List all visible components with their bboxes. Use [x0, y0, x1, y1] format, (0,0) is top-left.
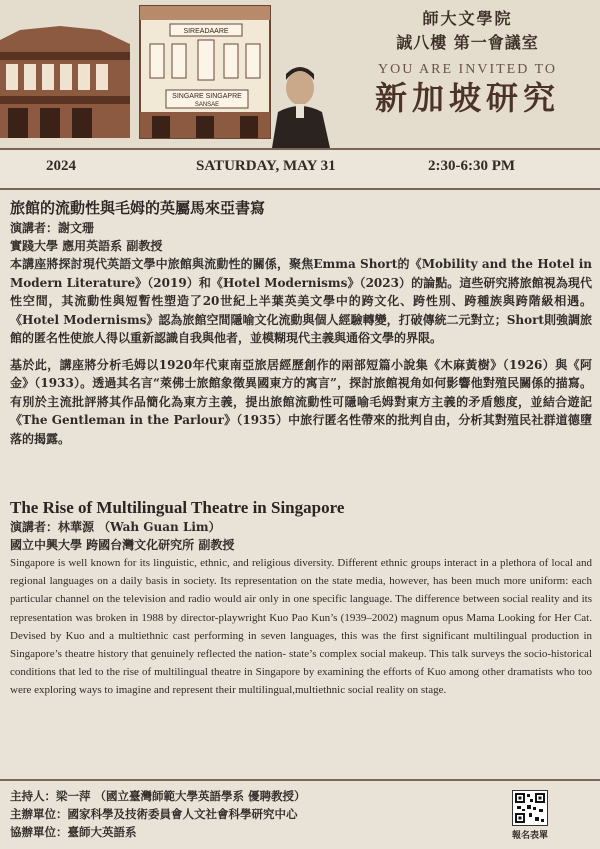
coorganizer-line: 協辦單位：臺師大英語系	[10, 825, 137, 839]
talk-2-abstract: Singapore is well known for its linguistic, ethnic, and religious diversity. Different ethnic groups interact in a plethora of local and regional languages on a daily basis in society. Its representation on the state media, however, has been much more uniform: each particular channel on the television and radio would air only in one specific language. The difference between social reality and its representation was broken in 1988 by director-playwright Kuo Pao Kun’s (1939–2002) magnum opus Mama Looking for Her Cat. Devised by Kuo and a multiethnic cast performing in seven languages, this was the first significant multilingual production in Singapore’s theatre history that genuinely reflected the nation- state’s complex social makeup. This talk surveys the socio-historical conditions that led to the rise of multilingual theatre in Singapore by examining the efforts of Kuo among other dramatists who too were exploring ways to imagine and represent their multilingual,multiethnic social reality on stage.	[10, 557, 592, 697]
invite-line: YOU ARE INVITED TO	[378, 62, 557, 77]
talk-2	[10, 497, 592, 700]
talk-2-affiliation: 國立中興大學 跨國台灣文化研究所 副教授	[10, 538, 235, 552]
talk-1-title: 旅館的流動性與毛姆的英屬馬來亞書寫	[10, 199, 266, 217]
credits	[10, 787, 490, 841]
event-date: SATURDAY, MAY 31	[196, 158, 336, 174]
talk-2-title: The Rise of Multilingual Theatre in Singapore	[10, 498, 345, 517]
hero-banner	[0, 0, 600, 148]
organizer-line: 主辦單位：國家科學及技術委員會人文社會科學研究中心	[10, 807, 298, 821]
building-sign: SINGARE SINGAPRE	[172, 93, 242, 100]
talk-2-speaker: 演講者：林華源 （Wah Guan Lim）	[10, 520, 221, 534]
qr-label: 報名表單	[511, 831, 548, 841]
talk-1-abstract-1: 本講座將探討現代英語文學中旅館與流動性的關係，聚焦Emma Short的《Mobility and the Hotel in Modern Literature》（2019）和《Hotel Modernisms》（2023）的論點。這些研究將旅館視為現代性空間，其流動性與短暫性塑造了20世紀上半葉英美文學中的跨文化、跨性別、跨種族與跨階級相遇。《Hotel Modernisms》認為旅館空間隱喻文化流動與個人經驗轉變，打破傳統二元對立；Short則強調旅館的匿名性使旅人得以重新認識自我與他者，並模糊現代主義與通俗文學的界限。	[10, 257, 592, 345]
hero-title-block	[340, 8, 595, 118]
building-sign-2: SANSAE	[194, 102, 220, 108]
event-year: 2024	[46, 158, 76, 174]
date-bar	[0, 148, 600, 190]
theatre-illustration	[0, 0, 330, 148]
talk-1-speaker: 演講者：謝文珊	[10, 221, 95, 235]
building-top-sign: SIREADAARE	[183, 28, 229, 35]
event-title: 新加坡研究	[374, 79, 560, 117]
footer-divider	[0, 779, 600, 781]
talk-1	[10, 198, 592, 448]
institution-name: 師大文學院	[422, 9, 513, 28]
talk-1-abstract-2: 基於此，講座將分析毛姆以1920年代東南亞旅居經歷創作的兩部短篇小說集《木麻黃樹》（1926）與《阿金》（1933）。透過其名言“萊佛士旅館象徵異國東方的寓言”，探討旅館視角如何影響他對殖民關係的描寫。有別於主流批評將其作品簡化為東方主義，提出旅館流動性可隱喻毛姆對東方主義的矛盾態度，並結合遊記《The Gentleman in the Parlour》（1935）中旅行匿名性帶來的批判自由，分析其對殖民社群道德墮落的揭露。	[10, 357, 592, 446]
qr-code-icon	[513, 791, 547, 825]
talk-1-affiliation: 實踐大學 應用英語系 副教授	[10, 239, 163, 253]
event-time: 2:30-6:30 PM	[428, 158, 516, 174]
host-line: 主持人：梁一萍 （國立臺灣師範大學英語學系 優聘教授）	[10, 789, 306, 803]
venue-room: 誠八樓 第一會議室	[396, 33, 539, 52]
registration-qr-code[interactable]	[512, 790, 548, 826]
